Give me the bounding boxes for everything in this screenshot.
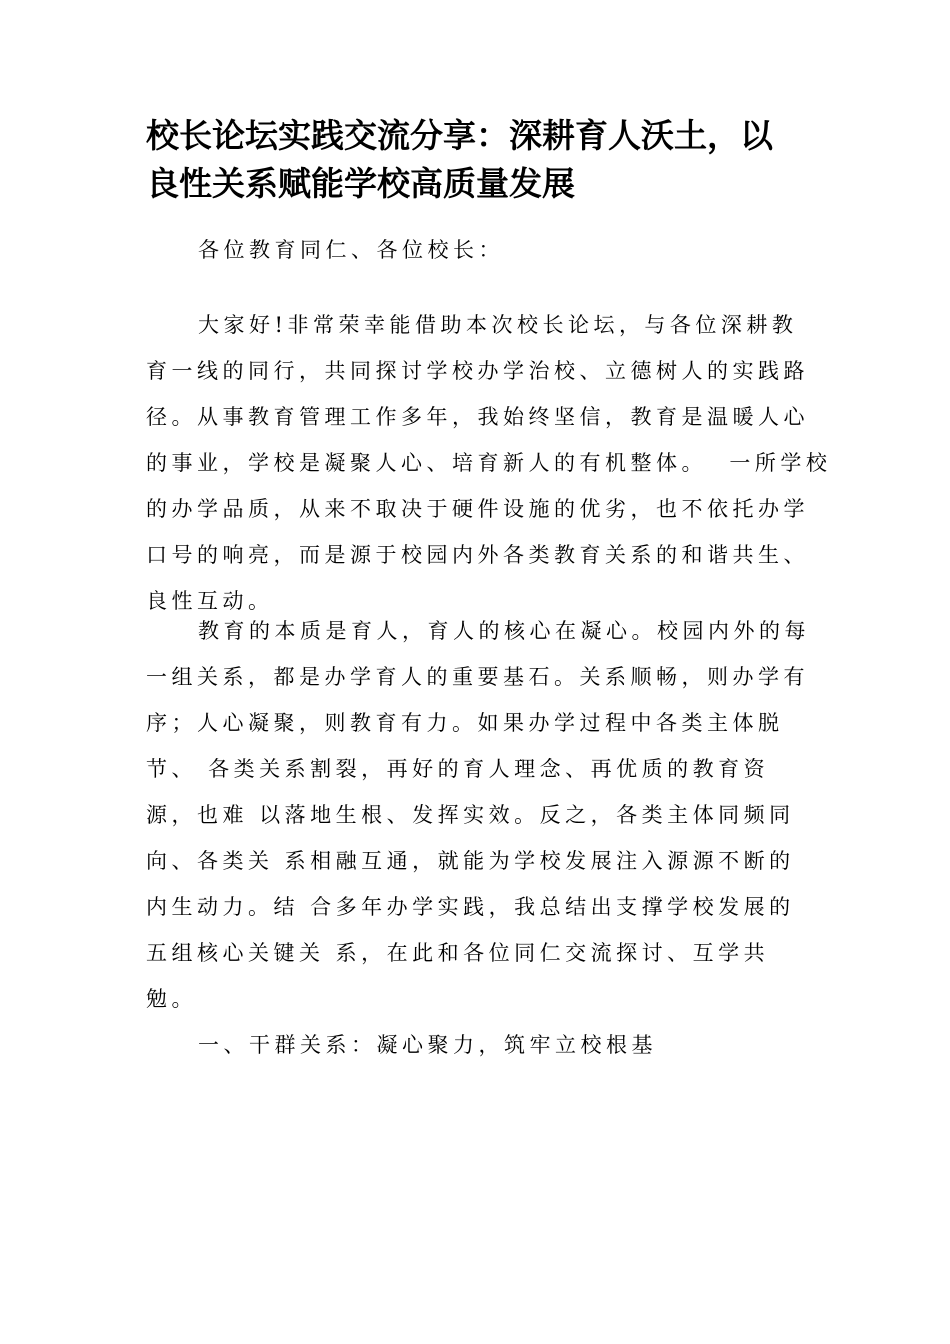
paragraph-line: 的办学品质，从来不取决于硬件设施的优劣，也不依托办学 [146, 497, 809, 521]
paragraph-line: 勉。 [146, 987, 197, 1011]
greeting-line: 各位教育同仁、各位校长： [198, 238, 504, 262]
paragraph-line: 五组核心关键关 系，在此和各位同仁交流探讨、互学共 [146, 941, 770, 965]
title-line: 良性关系赋能学校高质量发展 [146, 164, 575, 203]
paragraph-line: 口号的响亮，而是源于校园内外各类教育关系的和谐共生、 [146, 543, 809, 567]
paragraph-line: 的事业，学校是凝聚人心、培育新人的有机整体。 一所学校 [146, 451, 832, 475]
paragraph-line: 大家好!非常荣幸能借助本次校长论坛，与各位深耕教 [198, 313, 798, 337]
paragraph-line: 教育的本质是育人，育人的核心在凝心。校园内外的每 [198, 619, 810, 643]
paragraph-line: 内生动力。结 合多年办学实践，我总结出支撑学校发展的 [146, 895, 795, 919]
paragraph-2 [146, 608, 826, 1022]
paragraph-line: 一组关系，都是办学育人的重要基石。关系顺畅，则办学有 [146, 665, 809, 689]
paragraph-line: 育一线的同行，共同探讨学校办学治校、立德树人的实践路 [146, 359, 809, 383]
document-title [146, 112, 826, 208]
paragraph-line: 向、各类关 系相融互通，就能为学校发展注入源源不断的 [146, 849, 795, 873]
paragraph-1 [146, 302, 832, 624]
title-line: 校长论坛实践交流分享：深耕育人沃土，以 [146, 116, 773, 155]
paragraph-line: 节、 各类关系割裂，再好的育人理念、再优质的教育资 [146, 757, 770, 781]
paragraph-line: 良性互动。 [146, 589, 274, 613]
paragraph-line: 径。从事教育管理工作多年，我始终坚信，教育是温暖人心 [146, 405, 809, 429]
paragraph-line: 序；人心凝聚，则教育有力。如果办学过程中各类主体脱 [146, 711, 784, 735]
paragraph-line: 源，也难 以落地生根、发挥实效。反之，各类主体同频同 [146, 803, 795, 827]
section-heading-1: 一、干群关系：凝心聚力，筑牢立校根基 [198, 1033, 657, 1057]
